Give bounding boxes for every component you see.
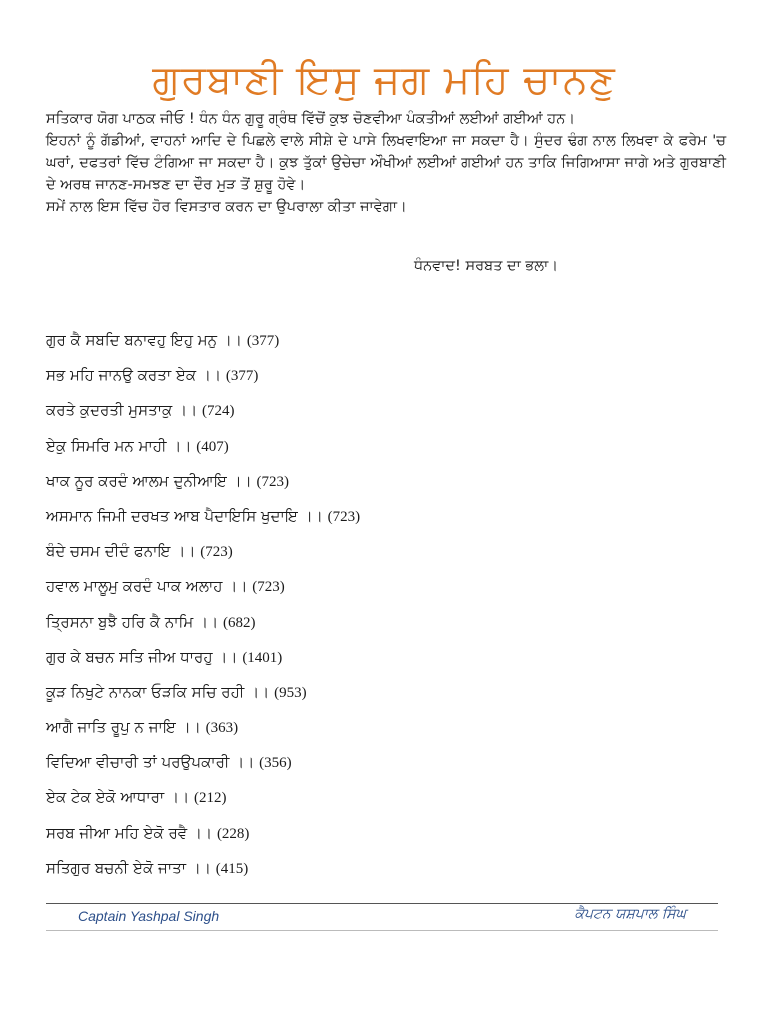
verse-item: [46, 572, 360, 607]
verse-text: ਤ੍ਰਿਸਨਾ ਬੁਝੈ ਹਰਿ ਕੈ ਨਾਮਿ ।।: [46, 612, 219, 631]
footer-author-english: Captain Yashpal Singh: [78, 908, 220, 924]
verse-page-ref: (723): [200, 544, 233, 561]
verse-page-ref: (377): [225, 368, 259, 385]
intro-line-3: ਸਮੇਂ ਨਾਲ ਇਸ ਵਿੱਚ ਹੋਰ ਵਿਸਤਾਰ ਕਰਨ ਦਾ ਉਪਰਾਲਾ ਕੀਤਾ ਜਾਵੇਗਾ।: [46, 199, 407, 215]
verse-text: ਕੂੜ ਨਿਖੁਟੇ ਨਾਨਕਾ ਓੜਕਿ ਸਚਿ ਰਹੀ ।।: [46, 682, 270, 701]
verse-text: ਸਤਿਗੁਰ ਬਚਨੀ ਏਕੋ ਜਾਤਾ ।।: [46, 858, 211, 877]
verse-page-ref: (723): [252, 579, 285, 596]
verse-page-ref: (415): [215, 860, 249, 877]
verse-text: ਸਭ ਮਹਿ ਜਾਨਉ ਕਰਤਾ ਏਕ ।।: [46, 366, 222, 385]
page-title: ਗੁਰਬਾਣੀ ਇਸੁ ਜਗ ਮਹਿ ਚਾਨਣੁ: [152, 56, 616, 103]
intro-line-2: ਇਹਨਾਂ ਨੂੰ ਗੱਡੀਆਂ, ਵਾਹਨਾਂ ਆਦਿ ਦੇ ਪਿਛਲੇ ਵਾਲੇ ਸੀਸ਼ੇ ਦੇ ਪਾਸੇ ਲਿਖਵਾਇਆ ਜਾ ਸਕਦਾ ਹੈ। ਸੁੰਦਰ ਢੰਗ ਨਾਲ ਲਿਖਵਾ ਕੇ ਫਰੇਮ 'ਚ ਘਰਾਂ, ਦਫਤਰਾਂ ਵਿੱਚ ਟੰਗਿਆ ਜਾ ਸਕਦਾ ਹੈ। ਕੁਝ ਤੁੱਕਾਂ ਉਚੇਚਾ ਔਖੀਆਂ ਲਈਆਂ ਗਈਆਂ ਹਨ ਤਾਕਿ ਜਿਗਿਆਸਾ ਜਾਗੇ ਅਤੇ ਗੁਰਬਾਣੀ ਦੇ ਅਰਥ ਜਾਨਣ-ਸਮਝਣ ਦਾ ਦੌਰ ਮੁੜ ਤੋਂ ਸ਼ੁਰੂ ਹੋਵੇ।: [46, 133, 726, 193]
verse-page-ref: (228): [216, 825, 250, 842]
verse-item: [46, 783, 360, 818]
footer-divider-bottom: [46, 930, 718, 931]
verse-text: ਏਕ ਟੇਕ ਏਕੋ ਆਧਾਰਾ ।।: [46, 788, 190, 807]
verse-page-ref: (212): [193, 790, 227, 807]
verse-text: ਹਵਾਲ ਮਾਲੂਮੁ ਕਰਦੰ ਪਾਕ ਅਲਾਹ ।।: [46, 577, 248, 596]
closing-line: ਧੰਨਵਾਦ! ਸਰਬਤ ਦਾ ਭਲਾ।: [414, 258, 558, 274]
verse-list: [46, 326, 360, 889]
verse-item: [46, 608, 360, 643]
verse-text: ਸਰਬ ਜੀਆ ਮਹਿ ਏਕੋ ਰਵੈ ।।: [46, 823, 213, 842]
verse-page-ref: (1401): [242, 649, 283, 666]
verse-page-ref: (407): [196, 438, 229, 455]
verse-text: ਵਿਦਿਆ ਵੀਚਾਰੀ ਤਾਂ ਪਰਉਪਕਾਰੀ ।।: [46, 753, 255, 772]
verse-item: [46, 502, 360, 537]
verse-page-ref: (356): [259, 755, 292, 772]
verse-text: ਗੁਰ ਕੇ ਬਚਨ ਸਤਿ ਜੀਅ ਧਾਰਹੁ ।।: [46, 647, 238, 666]
verse-page-ref: (724): [202, 403, 235, 420]
verse-item: [46, 819, 360, 854]
verse-item: [46, 361, 360, 396]
verse-text: ਗੁਰ ਕੈ ਸਬਦਿ ਬਨਾਵਹੁ ਇਹੁ ਮਨੁ ।।: [46, 331, 243, 349]
footer-author-punjabi: ਕੈਪਟਨ ਯਸ਼ਪਾਲ ਸਿੰਘ: [574, 906, 686, 922]
footer-divider-top: [46, 903, 718, 904]
verse-item: [46, 713, 360, 748]
verse-text: ਅਸਮਾਨ ਜਿਮੀ ਦਰਖਤ ਆਬ ਪੈਦਾਇਸਿ ਖੁਦਾਇ ।।: [46, 506, 323, 525]
verse-page-ref: (377): [246, 333, 280, 349]
intro-paragraph: [46, 108, 726, 218]
intro-line-1: ਸਤਿਕਾਰ ਯੋਗ ਪਾਠਕ ਜੀਓ ! ਧੰਨ ਧੰਨ ਗੁਰੂ ਗ੍ਰੰਥ ਵਿੱਚੋਂ ਕੁਝ ਚੋਣਵੀਆ ਪੰਕਤੀਆਂ ਲਈਆਂ ਗਈਆਂ ਹਨ।: [46, 111, 576, 127]
verse-item: [46, 396, 360, 431]
verse-text: ਖਾਕ ਨੂਰ ਕਰਦੰ ਆਲਮ ਦੁਨੀਆਇ ।।: [46, 471, 252, 490]
verse-page-ref: (953): [274, 684, 307, 701]
verse-text: ਆਗੈ ਜਾਤਿ ਰੂਪੁ ਨ ਜਾਇ ।।: [46, 718, 201, 737]
verse-item: [46, 326, 360, 361]
verse-page-ref: (723): [327, 508, 361, 525]
verse-item: [46, 678, 360, 713]
verse-item: [46, 854, 360, 889]
verse-item: [46, 537, 360, 572]
verse-item: [46, 467, 360, 502]
verse-text: ਏਕੁ ਸਿਮਰਿ ਮਨ ਮਾਹੀ ।।: [46, 436, 192, 455]
verse-page-ref: (363): [205, 720, 239, 737]
verse-page-ref: (682): [222, 614, 256, 631]
verse-item: [46, 432, 360, 467]
verse-text: ਕਰਤੇ ਕੁਦਰਤੀ ਮੁਸਤਾਕੁ ।।: [46, 401, 198, 420]
verse-page-ref: (723): [256, 473, 290, 490]
verse-item: [46, 643, 360, 678]
verse-text: ਬੰਦੇ ਚਸਮ ਦੀਦੰ ਫਨਾਇ ।।: [46, 542, 196, 561]
verse-item: [46, 748, 360, 783]
